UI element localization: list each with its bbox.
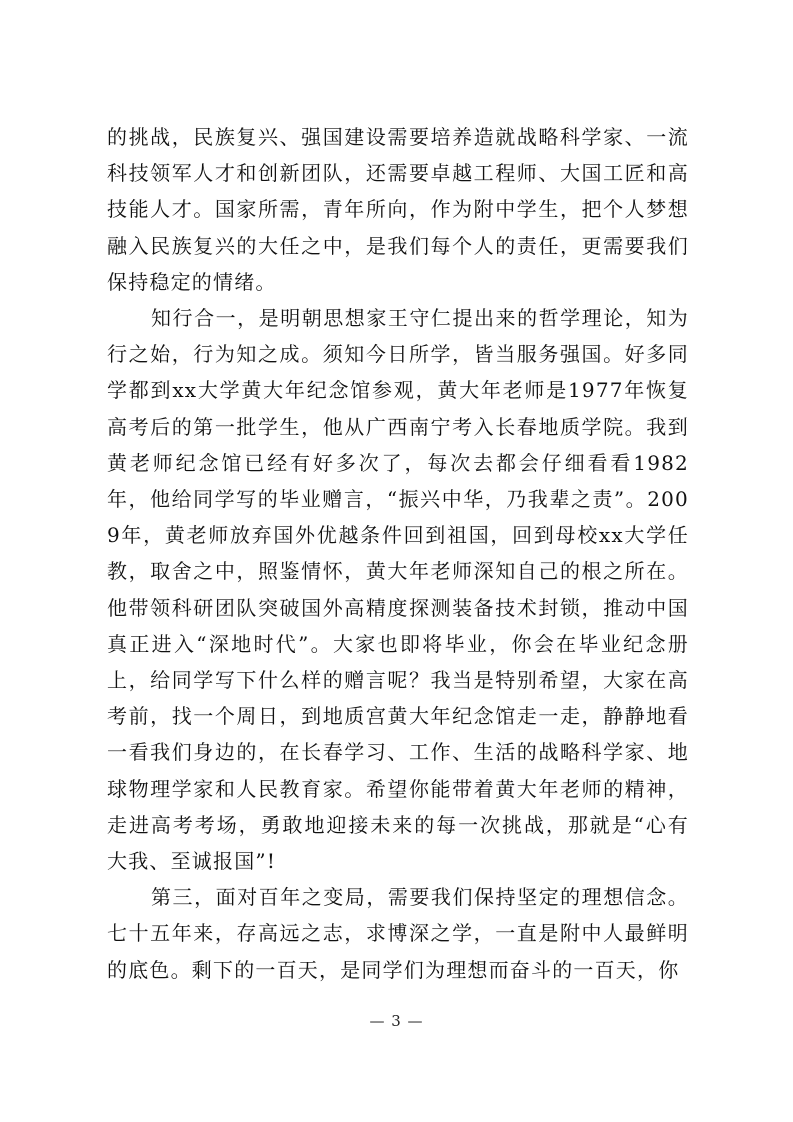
- paragraph-continuation: 的挑战，民族复兴、强国建设需要培养造就战略科学家、一流科技领军人才和创新团队，还需要卓越工程师、大国工匠和高技能人才。国家所需，青年所向，作为附中学生，把个人梦想融入民族复兴的大任之中，是我们每个人的责任，更需要我们保持稳定的情绪。: [107, 125, 689, 294]
- paragraph-third-point: 第三，面对百年之变局，需要我们保持坚定的理想信念。七十五年来，存高远之志，求博深之学，一直是附中人最鲜明的底色。剩下的一百天，是同学们为理想而奋斗的一百天，你: [107, 885, 689, 982]
- paragraph-zhixingheyi: 知行合一，是明朝思想家王守仁提出来的哲学理论，知为行之始，行为知之成。须知今日所学，皆当服务强国。好多同学都到xx大学黄大年纪念馆参观，黄大年老师是1977年恢复高考后的第一批学生，他从广西南宁考入长春地质学院。我到黄老师纪念馆已经有好多次了，每次去都会仔细看看1982年，他给同学写的毕业赠言，“振兴中华，乃我辈之责”。2009年，黄老师放弃国外优越条件回到祖国，回到母校xx大学任教，取舍之中，照鉴情怀，黄大年老师深知自己的根之所在。他带领科研团队突破国外高精度探测装备技术封锁，推动中国真正进入“深地时代”。大家也即将毕业，你会在毕业纪念册上，给同学写下什么样的赠言呢？我当是特别希望，大家在高考前，找一个周日，到地质宫黄大年纪念馆走一走，静静地看一看我们身边的，在长春学习、工作、生活的战略科学家、地球物理学家和人民教育家。希望你能带着黄大年老师的精神，走进高考考场，勇敢地迎接未来的每一次挑战，那就是“心有大我、至诚报国”!: [107, 306, 689, 874]
- document-body: [107, 119, 689, 988]
- page-number: — 3 —: [369, 1012, 424, 1030]
